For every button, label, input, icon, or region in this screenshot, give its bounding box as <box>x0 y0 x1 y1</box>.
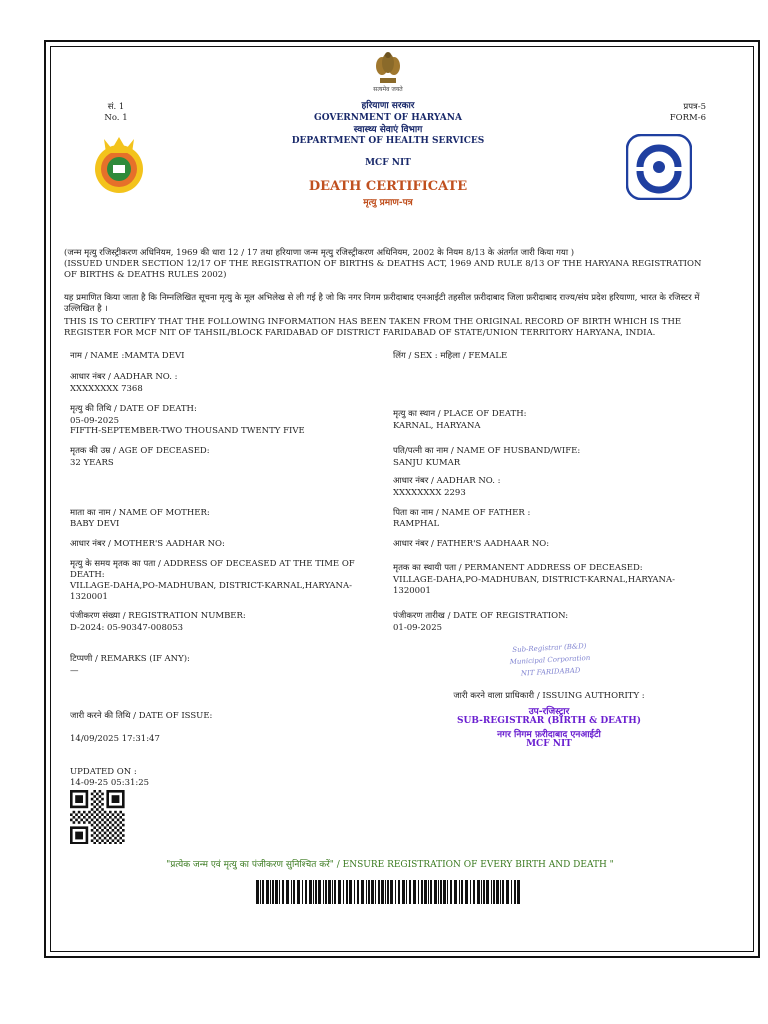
name-value: MAMTA DEVI <box>124 351 185 361</box>
updated-label: UPDATED ON : <box>70 767 137 777</box>
address-value: VILLAGE-DAHA,PO-MADHUBAN, DISTRICT-KARNAL,HARYANA-1320001 <box>70 581 353 602</box>
mother-value: BABY DEVI <box>70 519 120 529</box>
issue-date-label: जारी करने की तिथि / DATE OF ISSUE: <box>70 711 213 721</box>
official-stamp <box>497 641 603 678</box>
pod-value: KARNAL, HARYANA <box>393 421 481 431</box>
name-label: नाम / NAME : <box>70 351 125 361</box>
regno-value: D-2024: 05-90347-008053 <box>70 623 184 633</box>
stamp-line: NIT FARIDABAD <box>520 666 581 678</box>
serial-no: No. 1 <box>104 113 128 123</box>
footer-slogan: "प्रत्येक जन्म एवं मृत्यु का पंजीकरण सुनिश्चित करें" / ENSURE REGISTRATION OF EVERY BIRTH AND DEATH " <box>166 860 614 870</box>
pod-label: मृत्यु का स्थान / PLACE OF DEATH: <box>393 409 527 419</box>
authority-title: SUB-REGISTRAR (BIRTH & DEATH) <box>457 716 641 726</box>
barcode-icon <box>256 880 522 904</box>
spouse-aadhar-label: आधार नंबर / AADHAR NO. : <box>393 476 501 486</box>
mother-label: माता का नाम / NAME OF MOTHER: <box>70 508 210 518</box>
form-no: FORM-6 <box>669 113 706 123</box>
spouse-label: पति/पत्नी का नाम / NAME OF HUSBAND/WIFE: <box>393 446 581 456</box>
act-english: (ISSUED UNDER SECTION 12/17 OF THE REGISTRATION OF BIRTHS & DEATHS ACT, 1969 AND RULE 8/13 OF THE HARYANA REGISTRATION OF BIRTHS & DEATHS RULES 2002) <box>64 259 702 280</box>
permanent-address-value: VILLAGE-DAHA,PO-MADHUBAN, DISTRICT-KARNAL,HARYANA-1320001 <box>393 575 676 596</box>
mother-aadhar-label: आधार नंबर / MOTHER'S AADHAR NO: <box>70 539 225 549</box>
remarks-label: टिप्पणी / REMARKS (IF ANY): <box>70 654 190 664</box>
remarks-value: — <box>70 666 79 676</box>
authority-office-hindi: नगर निगम फ़रीदाबाद एनआईटी <box>497 730 601 740</box>
department-hindi: स्वास्थ्य सेवाएं विभाग <box>353 125 423 135</box>
certificate-title-hindi: मृत्यु प्रमाण-पत्र <box>363 198 413 208</box>
regno-label: पंजीकरण संख्या / REGISTRATION NUMBER: <box>70 611 246 621</box>
permanent-address-label: मृतक का स्थायी पता / PERMANENT ADDRESS OF DECEASED: <box>393 563 643 573</box>
serial-no-hindi: सं. 1 <box>107 102 125 112</box>
regdate-label: पंजीकरण तारीख / DATE OF REGISTRATION: <box>393 611 569 621</box>
health-logo-icon <box>626 134 692 200</box>
father-aadhar-label: आधार नंबर / FATHER'S AADHAAR NO: <box>393 539 550 549</box>
emblem-motto: सत्यमेव जयते <box>373 86 403 93</box>
stamp-line: Municipal Corporation <box>509 653 591 667</box>
haryana-seal-icon <box>90 135 148 197</box>
form-no-hindi: प्रपत्र-5 <box>683 102 706 112</box>
office-name: MCF NIT <box>365 158 411 168</box>
age-label: मृतक की उम्र / AGE OF DECEASED: <box>70 446 210 456</box>
sex-row <box>393 351 713 362</box>
authority-office: MCF NIT <box>526 739 572 749</box>
state-hindi: हरियाणा सरकार <box>361 101 415 111</box>
certificate-title: DEATH CERTIFICATE <box>308 179 468 194</box>
certify-english: THIS IS TO CERTIFY THAT THE FOLLOWING INFORMATION HAS BEEN TAKEN FROM THE ORIGINAL RECORD OF BIRTH WHICH IS THE REGISTER FOR MCF NIT OF TAHSIL/BLOCK FARIDABAD OF DISTRICT FARIDABAD OF STATE/UNION TERRITORY HARYANA, INDIA. <box>64 317 682 338</box>
sex-value: महिला / FEMALE <box>440 351 508 361</box>
updated-value: 14-09-25 05:31:25 <box>70 778 150 788</box>
authority-title-hindi: उप-रजिस्ट्रार <box>528 707 570 717</box>
regdate-value: 01-09-2025 <box>393 623 443 633</box>
aadhar-value: XXXXXXXX 7368 <box>70 384 143 394</box>
department-name: DEPARTMENT OF HEALTH SERVICES <box>291 136 485 146</box>
dod-words: FIFTH-SEPTEMBER-TWO THOUSAND TWENTY FIVE <box>70 426 305 436</box>
age-value: 32 YEARS <box>70 458 114 468</box>
father-label: पिता का नाम / NAME OF FATHER : <box>393 508 531 518</box>
sex-label: लिंग / SEX : <box>393 351 438 361</box>
name-row <box>70 351 370 362</box>
spouse-aadhar-value: XXXXXXXX 2293 <box>393 488 466 498</box>
authority-label: जारी करने वाला प्राधिकारी / ISSUING AUTHORITY : <box>453 691 645 701</box>
dod-label: मृत्यु की तिथि / DATE OF DEATH: <box>70 404 197 414</box>
stamp-line: Sub-Registrar (B&D) <box>512 642 587 654</box>
qr-code-icon <box>70 790 126 844</box>
father-value: RAMPHAL <box>393 519 440 529</box>
dod-value: 05-09-2025 <box>70 416 120 426</box>
government-name: GOVERNMENT OF HARYANA <box>314 113 462 123</box>
address-label: मृत्यु के समय मृतक का पता / ADDRESS OF DECEASED AT THE TIME OF DEATH: <box>70 559 355 580</box>
issue-date-value: 14/09/2025 17:31:47 <box>70 734 160 744</box>
spouse-value: SANJU KUMAR <box>393 458 461 468</box>
certify-hindi: यह प्रमाणित किया जाता है कि निम्नलिखित सूचना मृत्यु के मूल अभिलेख से ली गई है जो कि नगर निगम फ़रीदाबाद एनआईटी तहसील फ़रीदाबाद जिला फ़रीदाबाद राज्य/संघ प्रदेश हरियाणा, भारत के रजिस्टर में उल्लिखित है । <box>64 293 700 314</box>
aadhar-label: आधार नंबर / AADHAR NO. : <box>70 372 178 382</box>
act-hindi: (जन्म मृत्यु रजिस्ट्रीकरण अधिनियम, 1969 की धारा 12 / 17 तथा हरियाणा जन्म मृत्यु रजिस्ट्रीकरण अधिनियम, 2002 के नियम 8/13 के अंतर्गत जारी किया गया ) <box>64 248 575 258</box>
